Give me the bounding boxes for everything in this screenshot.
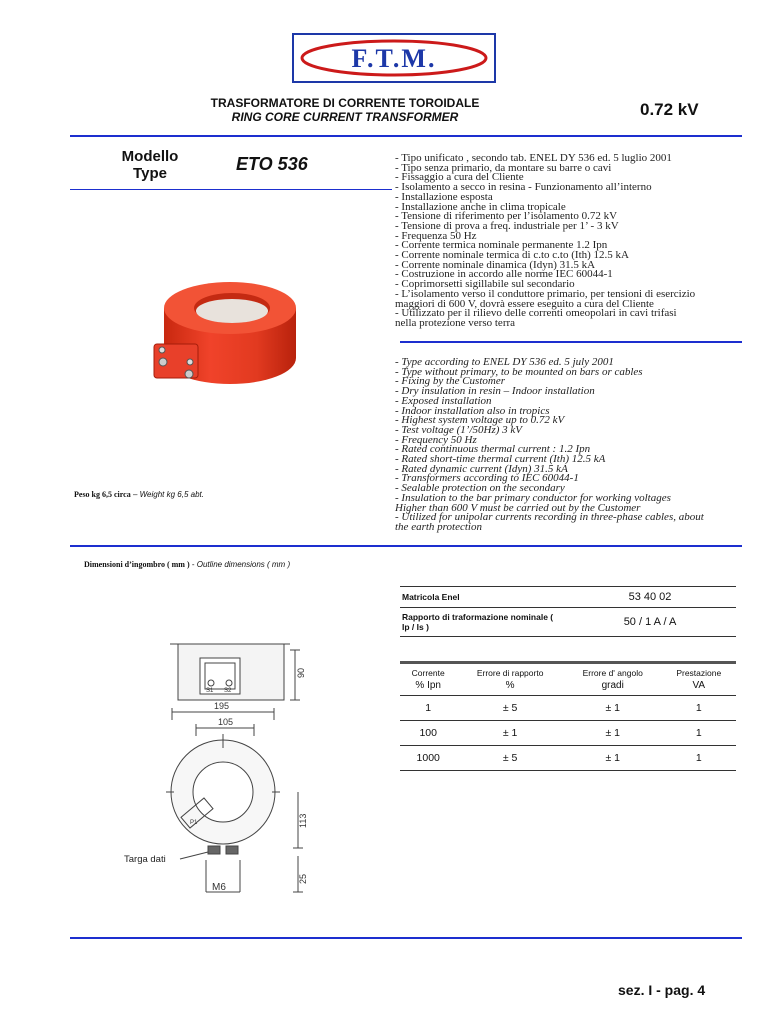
table-row	[400, 746, 736, 771]
dim-113: 113	[298, 813, 308, 828]
specs-italian	[395, 154, 695, 329]
spec-line: - Indoor installation also in tropics	[395, 404, 550, 417]
dim-195: 195	[214, 701, 230, 711]
model-label	[100, 148, 200, 182]
terminal-s2: S2	[224, 688, 232, 694]
spec-line: - Fixing by the Customer	[395, 375, 505, 388]
ftm-logo	[292, 33, 496, 83]
table-cell: 1	[662, 721, 736, 746]
spec-line: - Isolamento a secco in resina - Funzionamento all’interno	[395, 181, 652, 194]
table-cell: 1000	[400, 746, 456, 771]
spec-line: - L’isolamento verso il conduttore primario, per tensioni di esercizio	[395, 287, 696, 300]
spec-line: - Dry insulation in resin – Indoor installation	[395, 385, 595, 398]
col-errore-angolo	[564, 663, 662, 696]
table-cell: ± 1	[564, 746, 662, 771]
col-corrente	[400, 663, 456, 696]
spec-line: - Frequency 50 Hz	[395, 433, 477, 446]
p1-label: P1	[190, 820, 198, 826]
spec-line: - Costruzione in accordo alle norme IEC 60044-1	[395, 268, 613, 281]
spec-line: - Fissaggio a cura del Cliente	[395, 171, 524, 184]
spec-line: - Exposed installation	[395, 394, 492, 407]
specs-english	[395, 358, 704, 533]
col-name: Prestazione	[676, 668, 722, 678]
table-row	[400, 696, 736, 721]
voltage-rating: 0.72 kV	[640, 100, 699, 119]
spec-line: - Corrente nominale dinamica (Idyn) 31.5 kA	[395, 258, 596, 271]
spec-line: - Transformers according to IEC 60044-1	[395, 472, 579, 485]
title-english: RING CORE CURRENT TRANSFORMER	[231, 110, 459, 124]
matricola-value: 53 40 02	[564, 587, 736, 608]
col-name: Errore d' angolo	[582, 668, 643, 678]
col-prestazione	[662, 663, 736, 696]
info-table	[400, 586, 736, 637]
spec-line: - Sealable protection on the secondary	[395, 482, 565, 495]
table-row	[400, 608, 736, 637]
dim-105: 105	[218, 717, 234, 727]
spec-line: the earth protection	[395, 520, 482, 533]
col-unit: %	[505, 680, 515, 691]
table-cell: 1	[400, 696, 456, 721]
table-row	[400, 721, 736, 746]
page-number: sez. I - pag. 4	[618, 982, 706, 998]
dimensions-label	[84, 560, 290, 569]
model-divider	[70, 189, 392, 190]
matricola-key: Matricola Enel	[400, 587, 564, 608]
table-cell: ± 1	[564, 721, 662, 746]
model-label-it: Modello	[121, 148, 179, 165]
table-cell: ± 1	[456, 721, 563, 746]
weight-en: Weight kg 6,5 abt.	[139, 490, 204, 499]
dim-25: 25	[298, 873, 308, 884]
col-unit: % Ipn	[415, 680, 441, 691]
spec-line: - Corrente termica nominale permanente 1.2 Ipn	[395, 239, 608, 252]
dimensions-label-it: Dimensioni d’ingombro ( mm )	[84, 560, 190, 569]
error-table	[400, 661, 736, 771]
spec-line: - Insulation to the bar primary conductor for working voltages	[395, 491, 671, 504]
weight-it: Peso kg 6,5 circa	[74, 490, 131, 499]
spec-line: - Rated short-time thermal current (Ith) 12.5 kA	[395, 453, 606, 466]
spec-line: - Corrente nominale termica di c.to c.to (Ith) 12.5 kA	[395, 249, 629, 262]
footer-divider	[70, 937, 742, 939]
table-cell: ± 1	[564, 696, 662, 721]
spec-line: - Utilized for unipolar currents recording in three-phase cables, about	[395, 511, 704, 524]
spec-line: - Utilizzato per il rilievo delle correnti omeopolari in cavi trifasi	[395, 307, 677, 320]
targa-dati-label: Targa dati	[124, 854, 166, 865]
spec-divider	[400, 341, 742, 343]
logo-text: F.T.M.	[351, 44, 437, 73]
ratio-key: Rapporto di traformazione nominale ( Ip / Is )	[400, 608, 564, 637]
col-name: Corrente	[411, 668, 445, 678]
dim-90: 90	[296, 667, 306, 678]
spec-line: - Tensione di riferimento per l’isolamento 0.72 kV	[395, 210, 618, 223]
col-errore-rapporto	[456, 663, 563, 696]
spec-line: nella protezione verso terra	[395, 316, 516, 329]
table-row	[400, 587, 736, 608]
dimensions-label-en: Outline dimensions ( mm )	[196, 560, 291, 569]
col-unit: VA	[692, 680, 706, 691]
spec-line: Higher than 600 V must be carried out by the Customer	[395, 501, 641, 514]
outline-drawing	[110, 630, 320, 900]
section-divider	[70, 545, 742, 547]
spec-line: - Type without primary, to be mounted on bars or cables	[395, 365, 643, 378]
col-name: Errore di rapporto	[476, 668, 544, 678]
spec-line: - Type according to ENEL DY 536 ed. 5 july 2001	[395, 356, 614, 368]
spec-line: - Tipo senza primario, da montare su barre o cavi	[395, 161, 612, 174]
header-divider	[70, 135, 742, 137]
table-cell: ± 5	[456, 696, 563, 721]
table-header-row	[400, 663, 736, 696]
table-cell: 100	[400, 721, 456, 746]
spec-line: - Tipo unificato , secondo tab. ENEL DY 536 ed. 5 luglio 2001	[395, 152, 672, 164]
spec-line: - Tensione di prova a freq. industriale per 1’ - 3 kV	[395, 219, 619, 232]
spec-line: maggiori di 600 V, dovrà essere eseguito a cura del Cliente	[395, 297, 654, 310]
spec-line: - Highest system voltage up to 0.72 kV	[395, 414, 565, 427]
dimensions-sep: -	[189, 560, 197, 569]
weight-note	[74, 490, 204, 499]
model-label-en: Type	[133, 165, 167, 182]
table-cell: 1	[662, 696, 736, 721]
spec-line: - Rated continuous thermal current : 1.2 Ipn	[395, 443, 591, 456]
spec-line: - Frequenza 50 Hz	[395, 229, 477, 242]
spec-line: - Installazione anche in clima tropicale	[395, 200, 566, 213]
terminal-s1: S1	[206, 688, 214, 694]
spec-line: - Rated dynamic current (Idyn) 31.5 kA	[395, 462, 568, 475]
m6-label: M6	[212, 882, 226, 893]
col-unit: gradi	[601, 680, 624, 691]
title-italian: TRASFORMATORE DI CORRENTE TOROIDALE	[210, 96, 480, 110]
ratio-value: 50 / 1 A / A	[564, 608, 736, 637]
model-value: ETO 536	[236, 154, 308, 174]
product-photo	[150, 278, 310, 408]
weight-sep: –	[130, 490, 140, 499]
table-cell: ± 5	[456, 746, 563, 771]
spec-line: - Installazione esposta	[395, 190, 493, 203]
table-cell: 1	[662, 746, 736, 771]
spec-line: - Test voltage (1’/50Hz) 3 kV	[395, 423, 522, 436]
spec-line: - Coprimorsetti sigillabile sul secondario	[395, 278, 575, 291]
